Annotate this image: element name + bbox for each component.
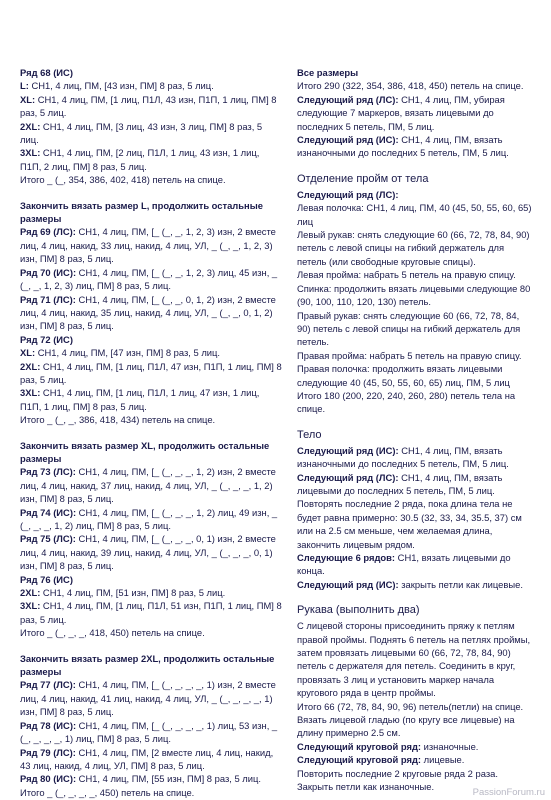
row-label: Закончить вязать размер 2XL, продолжить остальные размеры <box>20 652 275 678</box>
instruction-line <box>297 201 535 228</box>
row-label: Ряд 77 (ЛС): <box>20 679 76 691</box>
instruction-text: Повторять последние 2 ряда, пока длина тела не будет равна примерно: 30.5 (32, 33, 34, 35.5, 37) см или на 2.5 см меньше, чем желаемая длина, закончить лицевым рядом. <box>297 498 522 550</box>
instruction-text: Итого _ (_, _, 386, 418, 434) петель на спице. <box>20 414 216 426</box>
row-label: Ряд 78 (ИС): <box>20 719 77 731</box>
instruction-text: Закрыть петли как изнаночные. <box>297 781 435 793</box>
instruction-line <box>297 444 535 471</box>
instruction-text: СН1, 4 лиц, ПМ, вязать изнаночными до последних 5 петель, ПМ, 5 лиц. <box>297 134 509 159</box>
instruction-line <box>20 532 282 572</box>
instruction-line <box>297 79 535 92</box>
instruction-line <box>297 133 535 160</box>
row-label: XL: <box>20 93 36 105</box>
instruction-line <box>20 266 282 293</box>
instruction-line <box>297 282 535 309</box>
instruction-line <box>20 599 282 626</box>
row-label: XL: <box>20 347 36 359</box>
instruction-text: СН1, 4 лиц, ПМ, [_ (_, _, _, 1, 2) изн, 2 вместе лиц, 4 лиц, накид, 37 лиц, накид, 4 лиц, УЛ, _ (_, _, _, 1, 2) изн, ПМ] 8 раз, 5 лиц. <box>20 466 276 505</box>
row-label: 2XL: <box>20 587 41 599</box>
instruction-line <box>297 188 535 201</box>
section-gap <box>297 416 535 428</box>
row-label: Закончить вязать размер L, продолжить остальные размеры <box>20 199 263 225</box>
instruction-line <box>297 551 535 578</box>
row-label: L: <box>20 80 29 92</box>
instruction-text: Итого _ (_, _, _, _, 450) петель на спице. <box>20 786 195 798</box>
instruction-line <box>20 573 282 586</box>
instruction-line <box>20 293 282 333</box>
instruction-line <box>297 268 535 281</box>
instruction-text: СН1, 4 лиц, ПМ, [51 изн, ПМ] 8 раз, 5 лиц. <box>40 587 226 599</box>
instruction-line <box>20 146 282 173</box>
row-label: Следующий ряд (ИС): <box>297 134 399 146</box>
instruction-line <box>20 439 282 466</box>
instruction-line <box>20 225 282 265</box>
instruction-line <box>297 740 535 753</box>
instruction-text: Вязать лицевой гладью (по кругу все лицевые) на длину примерно 2.5 см. <box>297 714 515 739</box>
instruction-line <box>297 471 535 498</box>
row-label: 2XL: <box>20 360 41 372</box>
row-label: Все размеры <box>297 67 359 78</box>
row-label: 3XL: <box>20 387 41 399</box>
section-heading: Рукава (выполнить два) <box>297 604 420 617</box>
instruction-text: Итого 180 (200, 220, 240, 260, 280) петель тела на спице. <box>297 389 516 415</box>
instruction-line <box>20 719 282 746</box>
section-gap <box>20 187 282 199</box>
instruction-line <box>20 465 282 505</box>
row-label: 3XL: <box>20 147 41 159</box>
instruction-line <box>297 93 535 133</box>
instruction-text: Левая пройма: набрать 5 петель на правую спицу. <box>297 269 516 281</box>
instruction-text: Итого 66 (72, 78, 84, 90, 96) петель(петли) на спице. <box>297 700 524 712</box>
instruction-text: закрыть петли как лицевые. <box>398 578 523 590</box>
instruction-text: СН1, 4 лиц, ПМ, [1 лиц, П1Л, 1 лиц, 47 изн, 1 лиц, П1П, 1 лиц, ПМ] 8 раз, 5 лиц. <box>20 387 260 412</box>
section-heading: Отделение пройм от тела <box>297 172 429 185</box>
instruction-line <box>20 386 282 413</box>
instruction-text: СН1, 4 лиц, ПМ, [_ (_, _, 1, 2, 3) изн, 2 вместе лиц, 4 лиц, накид, 33 лиц, накид, 4 лиц, УЛ, _ (_, _, 1, 2, 3) изн, ПМ] 8 раз, 5 лиц. <box>20 226 276 265</box>
instruction-text: СН1, 4 лиц, ПМ, вязать изнаночными до последних 5 петель, ПМ, 5 лиц. <box>297 444 509 470</box>
instruction-text: СН1, 4 лиц, ПМ, убирая следующие 7 маркеров, вязать лицевыми до последних 5 петель, ПМ, 5 лиц. <box>297 93 505 132</box>
section-gap <box>20 640 282 652</box>
row-label: Следующий круговой ряд: <box>297 754 422 766</box>
instruction-text: Повторить последние 2 круговые ряда 2 раза. <box>297 767 498 779</box>
instruction-line <box>20 66 282 79</box>
instruction-text: Правая полочка: продолжить вязать лицевыми следующие 40 (45, 50, 55, 60, 65) лиц, ПМ, 5 лиц <box>297 363 510 388</box>
instruction-line <box>297 713 535 740</box>
instruction-text: СН1, 4 лиц, ПМ, вязать лицевыми до последних 5 петель, ПМ, 5 лиц. <box>297 471 503 496</box>
instruction-line <box>20 678 282 718</box>
row-label: Ряд 73 (ЛС): <box>20 466 76 478</box>
row-label: Ряд 79 (ЛС): <box>20 746 76 758</box>
row-label: Ряд 68 (ИС) <box>20 67 73 78</box>
instruction-line <box>20 173 282 186</box>
instruction-text: Спинка: продолжить вязать лицевыми следующие 80 (90, 100, 110, 120, 130) петель. <box>297 282 531 308</box>
row-label: Ряд 71 (ЛС): <box>20 293 76 305</box>
instruction-line <box>20 506 282 533</box>
row-label: Ряд 75 (ЛС): <box>20 533 76 545</box>
instruction-text: СН1, 4 лиц, ПМ, [3 лиц, 43 изн, 3 лиц, ПМ] 8 раз, 5 лиц. <box>20 120 263 146</box>
instruction-line <box>297 309 535 349</box>
instruction-text: Итого 290 (322, 354, 386, 418, 450) петель на спице. <box>297 80 524 92</box>
instruction-text: СН1, 4 лиц, ПМ, [_ (_, _, 0, 1, 2) изн, 2 вместе лиц, 4 лиц, накид, 35 лиц, накид, 4 лиц, УЛ, _ (_, _, 0, 1, 2) изн, ПМ] 8 раз, 5 лиц. <box>20 293 276 332</box>
instruction-line <box>297 700 535 713</box>
row-label: Ряд 70 (ИС): <box>20 266 77 278</box>
instruction-text: СН1, 4 лиц, ПМ, [_ (_, _, 1, 2, 3) лиц, 45 изн, _ (_, _, 1, 2, 3) лиц, ПМ] 8 раз, 5 лиц. <box>20 266 278 292</box>
instruction-text: лицевые. <box>421 754 465 766</box>
section-gap <box>297 591 535 603</box>
section-gap <box>20 427 282 439</box>
instruction-text: СН1, 4 лиц, ПМ, [43 изн, ПМ] 8 раз, 5 лиц. <box>28 80 214 92</box>
section-gap <box>297 160 535 172</box>
instruction-line <box>297 578 535 591</box>
instruction-line <box>297 753 535 766</box>
instruction-line <box>20 586 282 599</box>
instruction-text: СН1, 4 лиц, ПМ, [1 лиц, П1Л, 51 изн, П1П, 1 лиц, ПМ] 8 раз, 5 лиц. <box>20 600 282 625</box>
instruction-text: Итого _ (_, 354, 386, 402, 418) петель на спице. <box>20 174 226 186</box>
row-label: Следующий ряд (ЛС): <box>297 188 399 200</box>
instruction-text: Правая пройма: набрать 5 петель на правую спицу. <box>297 349 522 361</box>
instruction-text: Левая полочка: СН1, 4 лиц, ПМ, 40 (45, 50, 55, 60, 65) лиц <box>297 202 532 227</box>
row-label: Ряд 74 (ИС): <box>20 506 77 518</box>
instruction-text: СН1, 4 лиц, ПМ, [_ (_, _, _, _, 1) изн, 2 вместе лиц, 4 лиц, накид, 41 лиц, накид, 4 лиц, УЛ, _ (_, _, _, _, 1) изн, ПМ] 8 раз, 5 лиц. <box>20 679 276 718</box>
row-label: Следующий ряд (ИС): <box>297 578 399 590</box>
instruction-line <box>297 619 535 699</box>
row-label: Следующий ряд (ИС): <box>297 444 399 456</box>
row-label: Ряд 69 (ЛС): <box>20 226 76 238</box>
row-label: Ряд 80 (ИС): <box>20 773 77 785</box>
instruction-text: СН1, 4 лиц, ПМ, [_ (_, _, _, _, 1) лиц, 53 изн, _ (_, _, _, _, 1) лиц, ПМ] 8 раз, 5 лиц. <box>20 719 278 745</box>
instruction-text: СН1, вязать лицевыми до конца. <box>297 552 511 577</box>
instruction-text: СН1, 4 лиц, ПМ, [1 лиц, П1Л, 47 изн, П1П, 1 лиц, ПМ] 8 раз, 5 лиц. <box>20 360 282 385</box>
instruction-text: Левый рукав: снять следующие 60 (66, 72, 78, 84, 90) петель с левой спицы на гибкий держатель для петель (или свободные круговые спицы). <box>297 229 530 267</box>
row-label: 2XL: <box>20 120 41 132</box>
instruction-line <box>297 767 535 780</box>
instruction-line <box>297 349 535 362</box>
row-label: 3XL: <box>20 600 41 612</box>
row-label: Следующие 6 рядов: <box>297 552 396 563</box>
instruction-line <box>20 626 282 639</box>
instruction-line <box>20 360 282 387</box>
row-label: Следующий ряд (ЛС): <box>297 471 399 483</box>
instruction-text: С лицевой стороны присоединить пряжу к петлям правой проймы. Поднять 6 петель на петлях проймы, затем провязать лицевыми 60 (66, 72, 78, 84, 90) петель с держателя для петель. Соединить в круг, провязать 3 лиц и установить маркер начала кругового ряда в центр проймы. <box>297 620 531 699</box>
instruction-text: СН1, 4 лиц, ПМ, [47 изн, ПМ] 8 раз, 5 лиц. <box>35 347 221 359</box>
instruction-text: СН1, 4 лиц, ПМ, [2 вместе лиц, 4 лиц, накид, 43 лиц, накид, 4 лиц, УЛ, ПМ] 8 раз, 5 лиц. <box>20 746 274 771</box>
row-label: Следующий ряд (ЛС): <box>297 93 399 105</box>
site-watermark: PassionForum.ru <box>472 787 545 798</box>
instruction-text: Правый рукав: снять следующие 60 (66, 72, 78, 84, 90) петель с левой спицы на гибкий держатель для петель. <box>297 309 521 348</box>
row-label: Следующий круговой ряд: <box>297 740 422 752</box>
row-label: Ряд 76 (ИС) <box>20 573 73 585</box>
instruction-line <box>297 497 535 551</box>
instruction-line <box>20 79 282 92</box>
instruction-line <box>297 228 535 268</box>
instruction-line <box>20 346 282 359</box>
row-label: Ряд 72 (ИС) <box>20 333 73 345</box>
instruction-line <box>20 333 282 346</box>
right-column <box>297 66 535 794</box>
instruction-text: изнаночные. <box>421 740 479 752</box>
row-label: Закончить вязать размер XL, продолжить остальные размеры <box>20 439 270 464</box>
instruction-text: СН1, 4 лиц, ПМ, [1 лиц, П1Л, 43 изн, П1П, 1 лиц, ПМ] 8 раз, 5 лиц. <box>20 93 277 119</box>
instruction-line <box>297 66 535 79</box>
instruction-text: СН1, 4 лиц, ПМ, [55 изн, ПМ] 8 раз, 5 лиц. <box>76 773 261 785</box>
instruction-line <box>20 199 282 226</box>
section-heading: Тело <box>297 428 322 441</box>
instruction-line <box>20 652 282 679</box>
instruction-line <box>20 786 282 799</box>
instruction-line <box>20 746 282 773</box>
instruction-text: СН1, 4 лиц, ПМ, [_ (_, _, _, 1, 2) лиц, 49 изн, _ (_, _, _, 1, 2) лиц, ПМ] 8 раз, 5 лиц. <box>20 506 278 531</box>
instruction-line <box>297 362 535 389</box>
instruction-line <box>297 389 535 416</box>
instruction-text: СН1, 4 лиц, ПМ, [_ (_, _, _, 0, 1) изн, 2 вместе лиц, 4 лиц, накид, 39 лиц, накид, 4 лиц, УЛ, _ (_, _, _, 0, 1) изн, ПМ] 8 раз, 5 лиц. <box>20 533 276 572</box>
instruction-text: Итого _ (_, _, _, 418, 450) петель на спице. <box>20 627 205 639</box>
instruction-line <box>20 120 282 147</box>
instruction-text: СН1, 4 лиц, ПМ, [2 лиц, П1Л, 1 лиц, 43 изн, 1 лиц, П1П, 2 лиц, ПМ] 8 раз, 5 лиц. <box>20 147 260 172</box>
instruction-line <box>20 93 282 120</box>
left-column <box>20 66 282 799</box>
instruction-line <box>20 413 282 426</box>
instruction-line <box>20 772 282 785</box>
